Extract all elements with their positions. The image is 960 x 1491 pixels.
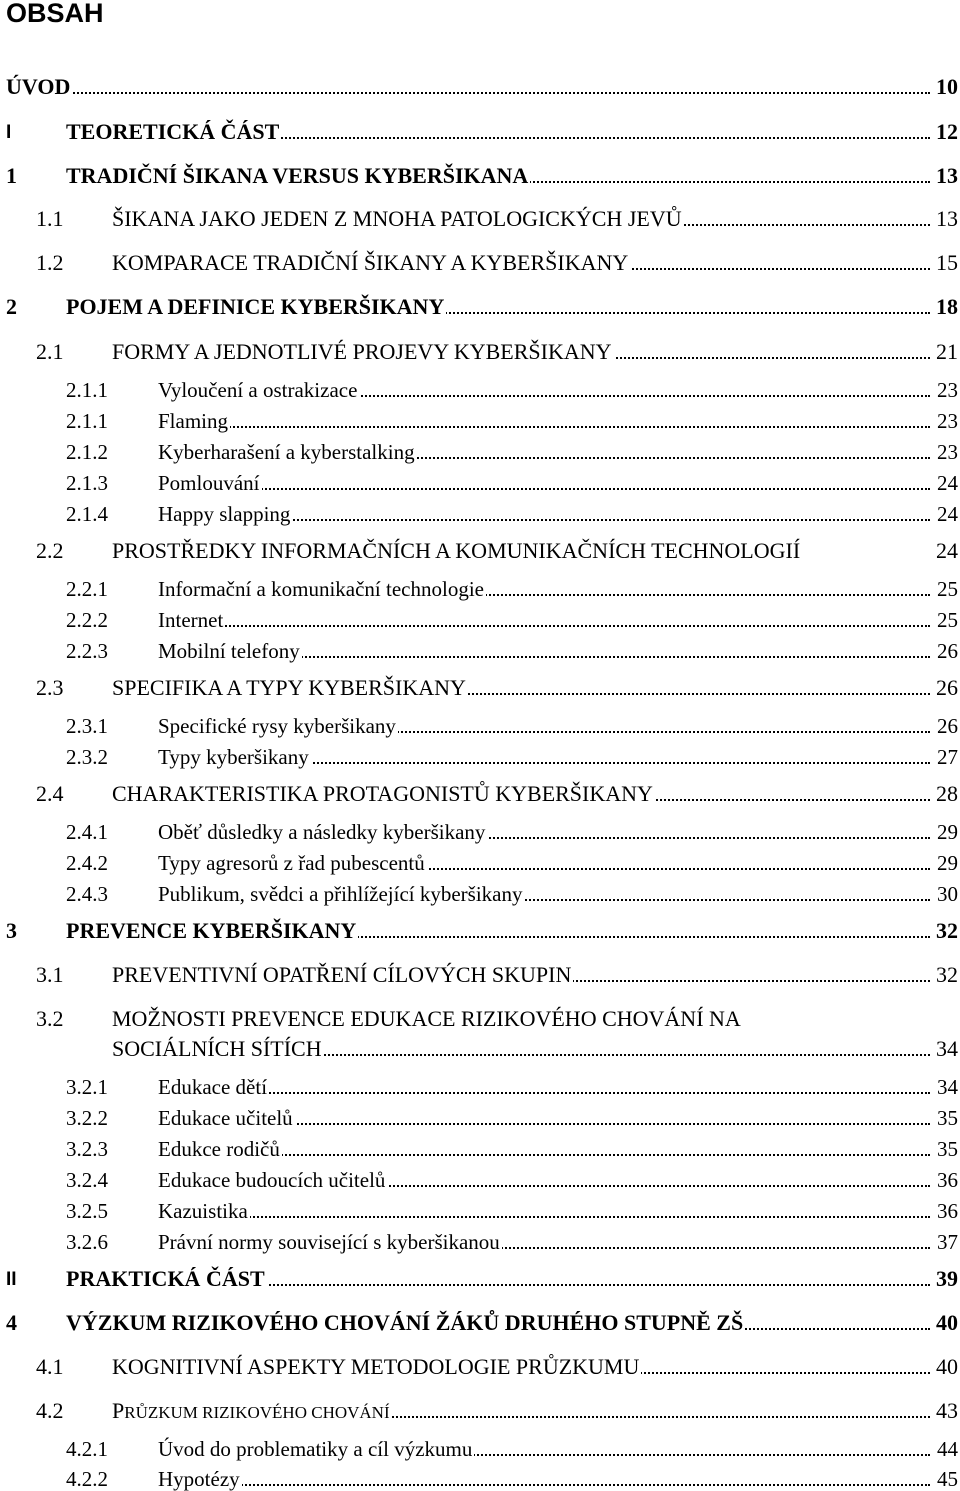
toc-title: Typy kyberšikany <box>158 744 309 769</box>
toc-number: 2.2.1 <box>66 576 108 601</box>
toc-entry-section-1-2[interactable] <box>0 244 960 274</box>
toc-entry-subsection-2-2-1[interactable] <box>0 570 960 600</box>
toc-title: Internet <box>158 607 224 632</box>
toc-number: I <box>6 122 12 144</box>
toc-leader-dots <box>158 1092 930 1094</box>
toc-entry-subsection-4-2-2[interactable] <box>0 1460 960 1490</box>
toc-entry-chapter-3[interactable] <box>0 912 960 942</box>
toc-entry-subsection-3-2-5[interactable] <box>0 1192 960 1222</box>
toc-title-initial: P <box>112 1397 125 1423</box>
toc-number: 1.1 <box>36 205 64 231</box>
toc-page-number: 25 <box>933 609 958 631</box>
toc-title: Kazuistika <box>158 1198 248 1223</box>
toc-number: 2.2 <box>36 537 64 563</box>
toc-page-number: 10 <box>932 75 958 98</box>
toc-number: 3 <box>6 917 17 943</box>
toc-page-number: 35 <box>933 1138 958 1160</box>
toc-entry-subsection-2-2-2[interactable] <box>0 601 960 631</box>
toc-page-number: 26 <box>933 715 958 737</box>
toc-page-number: 23 <box>933 441 958 463</box>
toc-page-number: 40 <box>932 1311 958 1334</box>
toc-number: 3.2.2 <box>66 1105 108 1130</box>
toc-number: 3.1 <box>36 961 64 987</box>
toc-page-number: 23 <box>933 379 958 401</box>
toc-number: 3.2.5 <box>66 1198 108 1223</box>
toc-title: Právní normy související s kyberšikanou <box>158 1229 500 1254</box>
toc-page-number: 26 <box>933 640 958 662</box>
toc-page-number: 34 <box>933 1076 958 1098</box>
toc-number: 2.3.2 <box>66 744 108 769</box>
toc-entry-subsection-2-1-2[interactable] <box>0 433 960 463</box>
toc-page-number: 26 <box>932 676 958 699</box>
toc-entry-section-2-2[interactable] <box>0 532 960 562</box>
toc-page-number: 29 <box>933 852 958 874</box>
toc-entry-subsection-2-1-1b[interactable] <box>0 402 960 432</box>
toc-entry-subsection-2-1-3[interactable] <box>0 464 960 494</box>
toc-page-number: 15 <box>932 251 958 274</box>
toc-page-number: 25 <box>933 578 958 600</box>
toc-title: Happy slapping <box>158 501 291 526</box>
toc-number: 2.4.2 <box>66 850 108 875</box>
toc-title: Edukace budoucích učitelů <box>158 1167 386 1192</box>
toc-title: KOMPARACE TRADIČNÍ ŠIKANY A KYBERŠIKANY <box>112 249 629 275</box>
toc-entry-uvod[interactable] <box>0 68 960 98</box>
toc-number: 4.2.2 <box>66 1466 108 1491</box>
toc-number: II <box>6 1269 17 1291</box>
toc-title: Publikum, svědci a přihlížející kyberšikany <box>158 881 523 906</box>
toc-entry-subsection-2-4-1[interactable] <box>0 813 960 843</box>
toc-number: 4 <box>6 1309 17 1335</box>
toc-page-number: 35 <box>933 1107 958 1129</box>
toc-title: Specifické rysy kyberšikany <box>158 713 396 738</box>
toc-entry-subsection-2-4-3[interactable] <box>0 875 960 905</box>
toc-entry-section-1-1[interactable] <box>0 200 960 230</box>
toc-entry-section-2-3[interactable] <box>0 669 960 699</box>
toc-leader-dots <box>158 1484 930 1486</box>
toc-entry-subsection-3-2-2[interactable] <box>0 1099 960 1129</box>
toc-number: 2.1.2 <box>66 439 108 464</box>
toc-number: 2.1.3 <box>66 470 108 495</box>
toc-entry-chapter-2[interactable] <box>0 288 960 318</box>
toc-title: Edukace dětí <box>158 1074 268 1099</box>
toc-page-number: 39 <box>932 1267 958 1290</box>
toc-entry-subsection-3-2-6[interactable] <box>0 1223 960 1253</box>
toc-number: 4.1 <box>36 1353 64 1379</box>
toc-entry-subsection-2-3-2[interactable] <box>0 738 960 768</box>
toc-entry-subsection-2-1-4[interactable] <box>0 495 960 525</box>
toc-title: Mobilní telefony <box>158 638 300 663</box>
toc-title: POJEM A DEFINICE KYBERŠIKANY <box>66 293 445 319</box>
toc-title: SPECIFIKA A TYPY KYBERŠIKANY <box>112 674 466 700</box>
toc-title: Hypotézy <box>158 1466 240 1491</box>
toc-page-number: 12 <box>932 120 958 143</box>
toc-entry-subsection-3-2-3[interactable] <box>0 1130 960 1160</box>
toc-page-number: 18 <box>932 295 958 318</box>
toc-number: 1.2 <box>36 249 64 275</box>
toc-leader-dots <box>158 426 930 428</box>
toc-entry-section-4-2[interactable] <box>0 1392 960 1422</box>
toc-page-number: 24 <box>932 539 958 562</box>
toc-page-number: 27 <box>933 746 958 768</box>
toc-title: Informační a komunikační technologie <box>158 576 484 601</box>
toc-entry-subsection-2-3-1[interactable] <box>0 707 960 737</box>
toc-title: CHARAKTERISTIKA PROTAGONISTŮ KYBERŠIKANY <box>112 780 653 806</box>
toc-title: Flaming <box>158 408 229 433</box>
toc-title: PRAKTICKÁ ČÁST <box>66 1265 265 1291</box>
toc-title: Edukace učitelů <box>158 1105 293 1130</box>
toc-title: Pomlouvání <box>158 470 260 495</box>
toc-page-number: 24 <box>933 503 958 525</box>
toc-number: 3.2.3 <box>66 1136 108 1161</box>
toc-page-number: 34 <box>932 1037 958 1060</box>
toc-entry-part-2[interactable] <box>0 1260 960 1290</box>
toc-title: Typy agresorů z řad pubescentů <box>158 850 425 875</box>
toc-entry-subsection-2-2-3[interactable] <box>0 632 960 662</box>
toc-title-small-caps: RŮZKUM RIZIKOVÉHO CHOVÁNÍ <box>124 1402 390 1422</box>
toc-page-number: 43 <box>932 1399 958 1422</box>
toc-title: Oběť důsledky a následky kyberšikany <box>158 819 486 844</box>
toc-entry-subsection-3-2-1[interactable] <box>0 1068 960 1098</box>
toc-entry-subsection-2-1-1a[interactable] <box>0 371 960 401</box>
toc-page-number: 37 <box>933 1231 958 1253</box>
toc-title: FORMY A JEDNOTLIVÉ PROJEVY KYBERŠIKANY <box>112 338 612 364</box>
toc-title: KOGNITIVNÍ ASPEKTY METODOLOGIE PRŮZKUMU <box>112 1353 640 1379</box>
toc-entry-part-1[interactable] <box>0 113 960 143</box>
toc-page-number: 32 <box>932 963 958 986</box>
toc-title: ÚVOD <box>6 73 71 99</box>
toc-page-number: 30 <box>933 883 958 905</box>
page-heading: OBSAH <box>6 0 104 28</box>
toc-entry-subsection-4-2-1[interactable] <box>0 1430 960 1460</box>
toc-page-number: 32 <box>932 919 958 942</box>
toc-entry-section-2-1[interactable] <box>0 333 960 363</box>
toc-leader-dots <box>6 92 930 94</box>
toc-title <box>112 1399 392 1422</box>
toc-leader-dots <box>158 625 930 627</box>
toc-number: 2.4.1 <box>66 819 108 844</box>
toc-entry-section-3-1[interactable] <box>0 956 960 986</box>
toc-number: 2.1.4 <box>66 501 108 526</box>
toc-number: 2.2.2 <box>66 607 108 632</box>
toc-page-number: 40 <box>932 1355 958 1378</box>
toc-title: PREVENTIVNÍ OPATŘENÍ CÍLOVÝCH SKUPIN <box>112 961 572 987</box>
toc-entry-section-3-2[interactable] <box>0 1000 960 1030</box>
toc-number: 2.1.1 <box>66 408 108 433</box>
toc-number: 2.1 <box>36 338 64 364</box>
toc-entry-subsection-2-4-2[interactable] <box>0 844 960 874</box>
toc-entry-chapter-1[interactable] <box>0 157 960 187</box>
toc-page-number: 29 <box>933 821 958 843</box>
toc-title: Edukce rodičů <box>158 1136 280 1161</box>
toc-page-number: 45 <box>933 1468 958 1490</box>
toc-page-number: 13 <box>932 207 958 230</box>
toc-number: 4.2.1 <box>66 1436 108 1461</box>
toc-number: 4.2 <box>36 1397 64 1423</box>
toc-entry-section-2-4[interactable] <box>0 775 960 805</box>
toc-number: 2.1.1 <box>66 377 108 402</box>
toc-title: VÝZKUM RIZIKOVÉHO CHOVÁNÍ ŽÁKŮ DRUHÉHO STUPNĚ ZŠ <box>66 1309 744 1335</box>
toc-title: PREVENCE KYBERŠIKANY <box>66 917 357 943</box>
toc-title: Úvod do problematiky a cíl výzkumu <box>158 1436 473 1461</box>
toc-number: 3.2 <box>36 1005 64 1031</box>
toc-title: Kyberharašení a kyberstalking <box>158 439 415 464</box>
toc-title: ŠIKANA JAKO JEDEN Z MNOHA PATOLOGICKÝCH JEVŮ <box>112 205 682 231</box>
toc-number: 3.2.6 <box>66 1229 108 1254</box>
toc-number: 1 <box>6 162 17 188</box>
toc-title: PROSTŘEDKY INFORMAČNÍCH A KOMUNIKAČNÍCH TECHNOLOGIÍ <box>112 537 801 563</box>
toc-number: 2.4 <box>36 780 64 806</box>
toc-page-number: 28 <box>932 782 958 805</box>
toc-title-continued: SOCIÁLNÍCH SÍTÍCH <box>112 1035 322 1061</box>
toc-title: MOŽNOSTI PREVENCE EDUKACE RIZIKOVÉHO CHOVÁNÍ NA <box>112 1005 741 1031</box>
toc-number: 2.2.3 <box>66 638 108 663</box>
toc-title: TRADIČNÍ ŠIKANA VERSUS KYBERŠIKANA <box>66 162 529 188</box>
toc-number: 2.3.1 <box>66 713 108 738</box>
toc-entry-subsection-3-2-4[interactable] <box>0 1161 960 1191</box>
toc-number: 3.2.1 <box>66 1074 108 1099</box>
toc-number: 2.4.3 <box>66 881 108 906</box>
toc-page-number: 36 <box>933 1200 958 1222</box>
toc-number: 2 <box>6 293 17 319</box>
toc-title: Vyloučení a ostrakizace <box>158 377 358 402</box>
toc-number: 3.2.4 <box>66 1167 108 1192</box>
toc-page-number: 23 <box>933 410 958 432</box>
toc-page-number: 44 <box>933 1438 958 1460</box>
toc-page-number: 36 <box>933 1169 958 1191</box>
toc-leader-dots <box>158 1216 930 1218</box>
toc-page-number: 24 <box>933 472 958 494</box>
toc-page-number: 21 <box>932 340 958 363</box>
toc-entry-section-3-2-continued[interactable] <box>0 1030 960 1060</box>
toc-entry-section-4-1[interactable] <box>0 1348 960 1378</box>
toc-leader-dots <box>158 488 930 490</box>
toc-title: TEORETICKÁ ČÁST <box>66 118 280 144</box>
toc-entry-chapter-4[interactable] <box>0 1304 960 1334</box>
toc-page-number: 13 <box>932 164 958 187</box>
toc-number: 2.3 <box>36 674 64 700</box>
